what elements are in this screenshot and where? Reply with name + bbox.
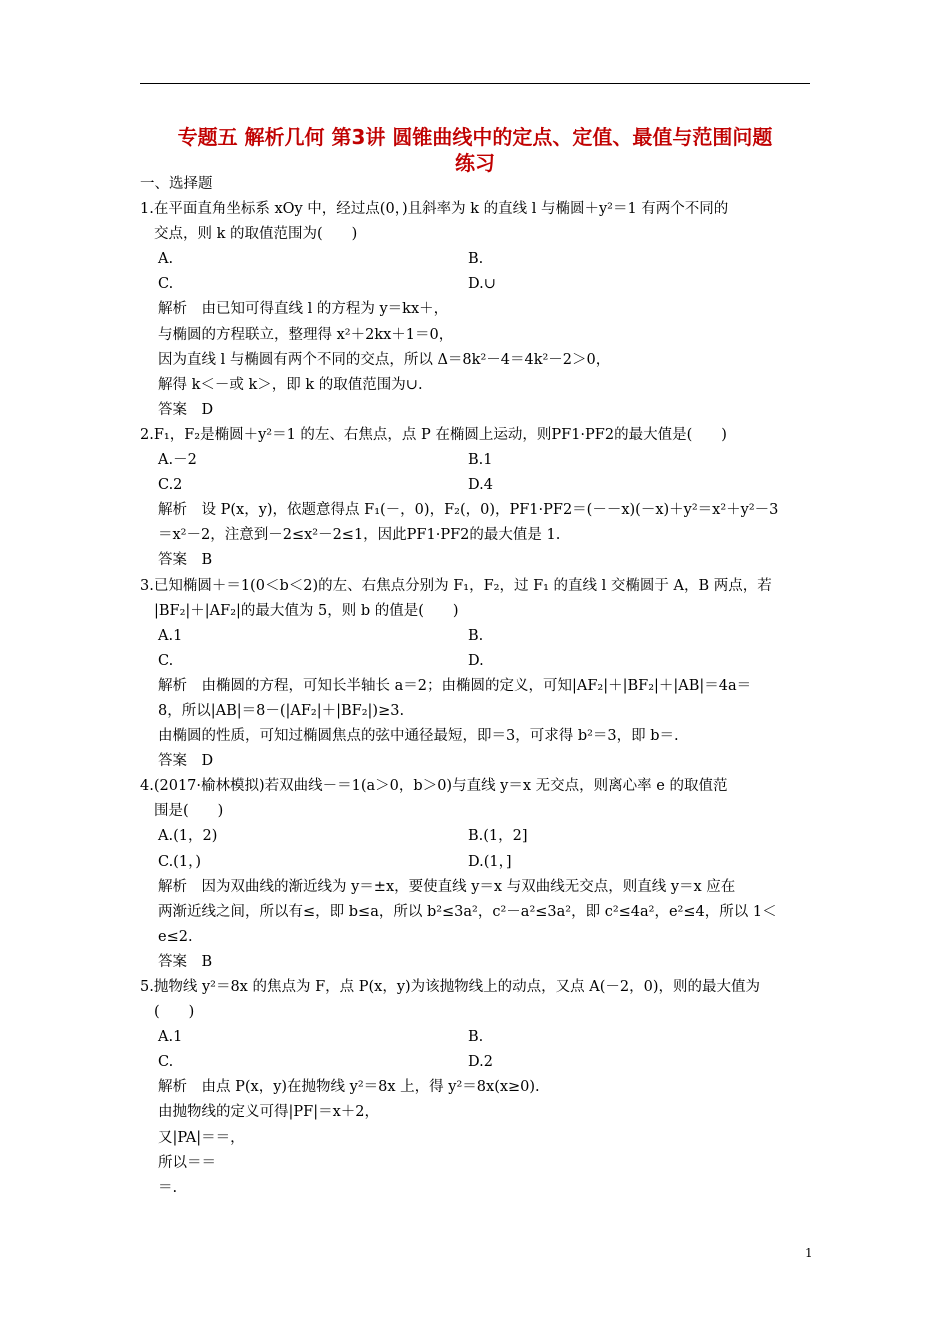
solution-line: 所以＝＝ bbox=[158, 1154, 216, 1171]
document-body bbox=[140, 172, 812, 1201]
question-line: 5.抛物线 y²＝8x 的焦点为 F，点 P(x，y)为该抛物线上的动点，又点 A(－2，0)，则的最大值为 bbox=[140, 979, 761, 995]
header-rule bbox=[140, 83, 810, 84]
question-line: 3.已知椭圆＋＝1(0＜b＜2)的左、右焦点分别为 F₁，F₂，过 F₁ 的直线 l 交椭圆于 A，B 两点，若 bbox=[140, 577, 772, 594]
option-left: A.－2 bbox=[158, 452, 197, 469]
option-row bbox=[140, 649, 812, 674]
solution-line: 解得 k＜－或 k＞，即 k 的取值范围为∪. bbox=[158, 376, 423, 393]
solution-line: e≤2. bbox=[158, 928, 193, 945]
solution-line: 解析 由已知可得直线 l 的方程为 y＝kx＋， bbox=[158, 301, 449, 318]
solution-line: 由椭圆的性质，可知过椭圆焦点的弦中通径最短，即＝3，可求得 b²＝3，即 b＝. bbox=[158, 728, 679, 745]
solution-line: ＝. bbox=[158, 1179, 178, 1196]
solution-line: 答案 D bbox=[158, 401, 214, 418]
solution-line: 答案 D bbox=[158, 753, 214, 770]
option-right: D.∪ bbox=[468, 276, 496, 293]
solution-line: 与椭圆的方程联立，整理得 x²＋2kx＋1＝0， bbox=[158, 326, 454, 343]
solution-line: 解析 设 P(x，y)，依题意得点 F₁(－，0)，F₂(，0)，PF1·PF2＝(－－x)(－x)＋y²＝x²＋y²－3 bbox=[158, 502, 779, 519]
question-continuation: 交点，则 k 的取值范围为( ) bbox=[154, 226, 358, 243]
option-left: A.(1，2) bbox=[158, 828, 218, 845]
option-left: C. bbox=[158, 1054, 174, 1071]
option-right: B.(1，2] bbox=[468, 828, 528, 845]
option-left: C. bbox=[158, 652, 174, 669]
solution-line: 两渐近线之间，所以有≤，即 b≤a，所以 b²≤3a²，c²－a²≤3a²，即 c²≤4a²，e²≤4，所以 1＜ bbox=[158, 903, 777, 920]
solution-line: ＝x²－2，注意到－2≤x²－2≤1，因此PF1·PF2的最大值是 1. bbox=[158, 527, 561, 544]
option-right: B. bbox=[468, 627, 484, 644]
option-left: C. bbox=[158, 276, 174, 293]
option-row bbox=[140, 824, 812, 849]
question-continuation: 围是( ) bbox=[154, 803, 224, 820]
option-row bbox=[140, 473, 812, 498]
option-right: D.(1，] bbox=[468, 853, 512, 870]
solution-line: 解析 因为双曲线的渐近线为 y＝±x，要使直线 y＝x 与双曲线无交点，则直线 y＝x 应在 bbox=[158, 878, 736, 895]
solution-line: 答案 B bbox=[158, 953, 213, 970]
option-right: D.2 bbox=[468, 1054, 493, 1071]
title-line-2: 练习 bbox=[455, 151, 495, 175]
option-row bbox=[140, 850, 812, 875]
option-left: C.2 bbox=[158, 477, 183, 494]
solution-line: 解析 由椭圆的方程，可知长半轴长 a＝2；由椭圆的定义，可知|AF₂|＋|BF₂|＋|AB|＝4a＝ bbox=[158, 677, 752, 694]
question-line: 4.(2017·榆林模拟)若双曲线－＝1(a＞0，b＞0)与直线 y＝x 无交点，则离心率 e 的取值范 bbox=[140, 778, 728, 795]
question-line: 2.F₁，F₂是椭圆＋y²＝1 的左、右焦点，点 P 在椭圆上运动，则PF1·PF2的最大值是( ) bbox=[140, 426, 727, 443]
option-right: B. bbox=[468, 251, 484, 268]
page-number: 1 bbox=[805, 1246, 813, 1260]
section-heading: 一、选择题 bbox=[140, 176, 213, 192]
option-left: A.1 bbox=[158, 1029, 183, 1046]
option-row bbox=[140, 624, 812, 649]
solution-line: 又|PA|＝＝， bbox=[158, 1129, 245, 1146]
option-row bbox=[140, 1025, 812, 1050]
solution-line: 解析 由点 P(x，y)在抛物线 y²＝8x 上，得 y²＝8x(x≥0). bbox=[158, 1079, 540, 1096]
solution-line: 由抛物线的定义可得|PF|＝x＋2， bbox=[158, 1104, 379, 1121]
solution-line: 8，所以|AB|＝8－(|AF₂|＋|BF₂|)≥3. bbox=[158, 702, 405, 719]
option-row bbox=[140, 272, 812, 297]
question-continuation: |BF₂|＋|AF₂|的最大值为 5，则 b 的值是( ) bbox=[154, 602, 459, 619]
option-row bbox=[140, 247, 812, 272]
solution-line: 因为直线 l 与椭圆有两个不同的交点，所以 Δ＝8k²－4＝4k²－2＞0， bbox=[158, 351, 611, 368]
option-right: B.1 bbox=[468, 452, 493, 469]
option-row bbox=[140, 1050, 812, 1075]
question-continuation: ( ) bbox=[154, 1004, 195, 1021]
option-right: B. bbox=[468, 1029, 484, 1046]
option-right: D.4 bbox=[468, 477, 493, 494]
option-right: D. bbox=[468, 652, 484, 669]
option-left: A.1 bbox=[158, 627, 183, 644]
option-left: A. bbox=[158, 251, 174, 268]
option-left: C.(1，) bbox=[158, 853, 201, 870]
document-title bbox=[140, 124, 810, 176]
option-row bbox=[140, 448, 812, 473]
question-line: 1.在平面直角坐标系 xOy 中，经过点(0，)且斜率为 k 的直线 l 与椭圆＋y²＝1 有两个不同的 bbox=[140, 201, 729, 218]
title-line-1: 专题五 解析几何 第3讲 圆锥曲线中的定点、定值、最值与范围问题 bbox=[177, 125, 773, 149]
solution-line: 答案 B bbox=[158, 552, 213, 569]
